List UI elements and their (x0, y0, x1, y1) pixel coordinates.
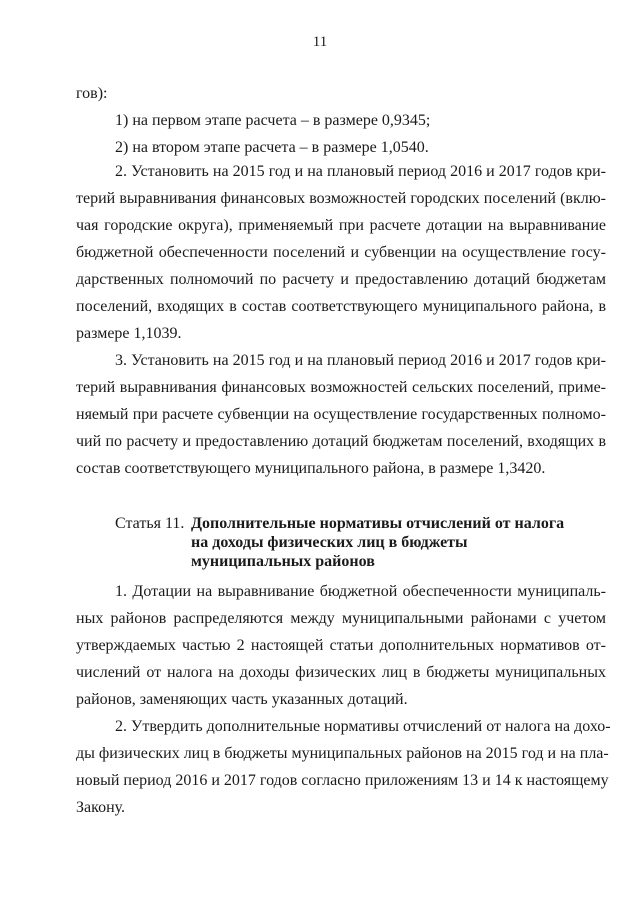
continuation-text: гов): (76, 85, 108, 102)
article-title-line: Дополнительные нормативы отчислений от налога (191, 515, 565, 532)
paragraph-line: 2. Установить на 2015 год и на плановый период 2016 и 2017 годов кри- (115, 163, 606, 180)
paragraph-line: няемый при расчете субвенции на осуществление государственных полномо- (76, 406, 606, 423)
paragraph-line: терий выравнивания финансовых возможностей городских поселений (вклю- (76, 190, 606, 207)
paragraph-line: бюджетной обеспеченности поселений и субвенции на осуществление госу- (76, 244, 606, 261)
list-item-second-stage: 2) на втором этапе расчета – в размере 1,0540. (115, 139, 429, 156)
paragraph-line: ды физических лиц в бюджеты муниципальных районов на 2015 год и на пла- (76, 745, 609, 762)
article-title-line: на доходы физических лиц в бюджеты (191, 534, 468, 551)
paragraph-line: размере 1,1039. (76, 325, 182, 342)
paragraph-line: чий по расчету и предоставлению дотаций бюджетам поселений, входящих в (76, 433, 606, 450)
article-number: Статья 11. (115, 515, 185, 532)
paragraph-line: 2. Утвердить дополнительные нормативы отчислений от налога на дохо- (115, 718, 611, 735)
paragraph-line: 3. Установить на 2015 год и на плановый период 2016 и 2017 годов кри- (115, 352, 606, 369)
paragraph-line: ных районов распределяются между муниципальными районами с учетом (76, 610, 606, 627)
paragraph-line: новый период 2016 и 2017 годов согласно приложениям 13 и 14 к настоящему (76, 772, 609, 789)
paragraph-line: чая городские округа), применяемый при расчете дотации на выравнивание (76, 217, 606, 234)
article-title-line: муниципальных районов (191, 553, 375, 570)
paragraph-line: поселений, входящих в состав соответствующего муниципального района, в (76, 298, 606, 315)
paragraph-line: числений от налога на доходы физических лиц в бюджеты муниципальных (76, 664, 606, 681)
paragraph-line: терий выравнивания финансовых возможностей сельских поселений, приме- (76, 379, 606, 396)
list-item-first-stage: 1) на первом этапе расчета – в размере 0,9345; (115, 112, 431, 129)
paragraph-line: Закону. (76, 799, 126, 816)
paragraph-line: 1. Дотации на выравнивание бюджетной обеспеченности муниципаль- (115, 583, 606, 600)
paragraph-line: районов, заменяющих часть указанных дотаций. (76, 691, 408, 708)
paragraph-line: состав соответствующего муниципального района, в размере 1,3420. (76, 460, 546, 477)
page-number: 11 (312, 34, 328, 50)
paragraph-line: дарственных полномочий по расчету и предоставлению дотаций бюджетам (76, 271, 606, 288)
paragraph-line: утверждаемых частью 2 настоящей статьи дополнительных нормативов от- (76, 637, 606, 654)
